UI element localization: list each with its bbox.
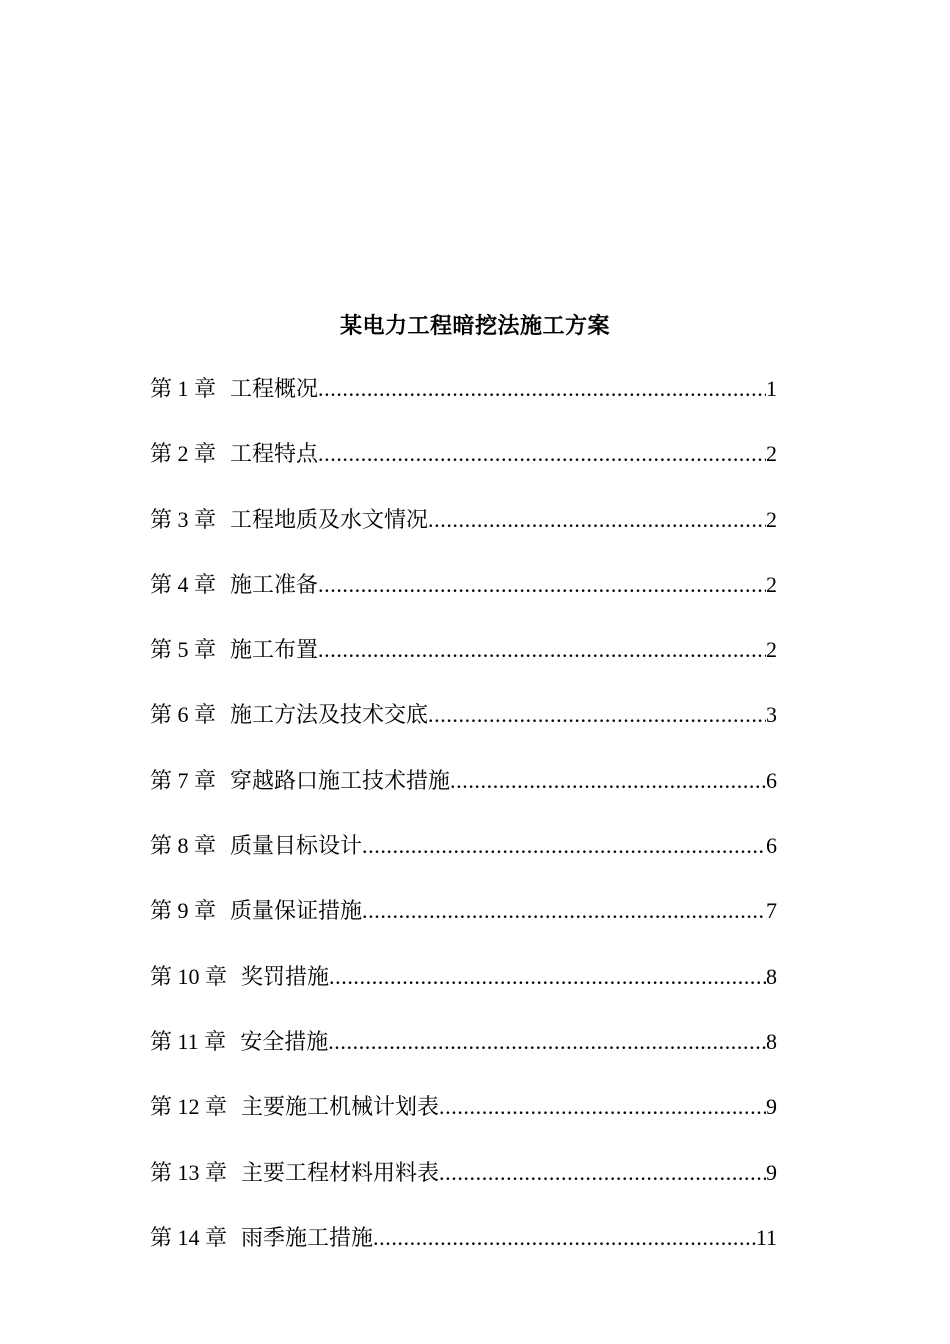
toc-dot-leader: [428, 498, 766, 542]
toc-page-number: 8: [766, 963, 777, 989]
toc-page-number: 2: [766, 637, 777, 663]
toc-page-number: 2: [766, 441, 777, 467]
toc-chapter-number: 第 2 章: [150, 441, 217, 467]
toc-dot-leader: [373, 1216, 756, 1260]
toc-chapter-title: 质量保证措施: [230, 898, 363, 924]
table-of-contents: [150, 367, 777, 1281]
toc-chapter-number: 第 1 章: [150, 376, 217, 401]
toc-entry[interactable]: [150, 628, 777, 693]
toc-page-number: 1: [766, 376, 777, 401]
toc-chapter-title: 穿越路口施工技术措施: [230, 767, 451, 793]
toc-entry[interactable]: [150, 1216, 777, 1281]
toc-dot-leader: [318, 432, 766, 476]
toc-dot-leader: [318, 367, 766, 411]
toc-entry[interactable]: [150, 889, 777, 954]
toc-dot-leader: [428, 693, 766, 737]
toc-entry[interactable]: [150, 498, 777, 563]
toc-entry[interactable]: [150, 1020, 777, 1085]
toc-entry[interactable]: [150, 563, 777, 628]
toc-entry[interactable]: [150, 693, 777, 758]
toc-chapter-number: 第 8 章: [150, 833, 217, 859]
toc-chapter-title: 工程概况: [230, 376, 319, 401]
toc-chapter-title: 主要工程材料用料表: [241, 1159, 440, 1185]
toc-chapter-title: 奖罚措施: [241, 963, 330, 989]
toc-page-number: 2: [766, 571, 777, 597]
toc-chapter-title: 主要施工机械计划表: [241, 1094, 440, 1120]
toc-page-number: 6: [766, 767, 777, 793]
toc-chapter-title: 工程特点: [230, 441, 319, 467]
toc-page-number: 9: [766, 1094, 777, 1120]
toc-chapter-number: 第 9 章: [150, 898, 217, 924]
toc-chapter-number: 第 12 章: [150, 1094, 228, 1120]
toc-chapter-number: 第 10 章: [150, 963, 228, 989]
toc-page-number: 6: [766, 833, 777, 859]
toc-entry[interactable]: [150, 432, 777, 497]
toc-chapter-number: 第 6 章: [150, 702, 217, 728]
toc-page-number: 3: [766, 702, 777, 728]
toc-chapter-number: 第 13 章: [150, 1159, 228, 1185]
toc-chapter-number: 第 4 章: [150, 571, 217, 597]
toc-dot-leader: [362, 824, 766, 868]
toc-page-number: 8: [766, 1028, 777, 1054]
toc-chapter-title: 施工布置: [230, 637, 319, 663]
toc-chapter-number: 第 7 章: [150, 767, 217, 793]
toc-chapter-number: 第 5 章: [150, 637, 217, 663]
toc-dot-leader: [439, 1085, 766, 1129]
toc-entry[interactable]: [150, 824, 777, 889]
toc-chapter-number: 第 3 章: [150, 506, 217, 532]
toc-chapter-title: 工程地质及水文情况: [230, 506, 429, 532]
toc-entry[interactable]: [150, 367, 777, 432]
toc-chapter-title: 质量目标设计: [230, 833, 363, 859]
toc-dot-leader: [439, 1151, 766, 1195]
toc-chapter-title: 雨季施工措施: [241, 1224, 374, 1250]
toc-page-number: 11: [755, 1224, 777, 1250]
toc-dot-leader: [328, 1020, 766, 1064]
toc-dot-leader: [318, 563, 766, 607]
toc-chapter-title: 施工准备: [230, 571, 319, 597]
toc-chapter-title: 施工方法及技术交底: [230, 702, 429, 728]
toc-entry[interactable]: [150, 1085, 777, 1150]
toc-page-number: 2: [766, 506, 777, 532]
toc-dot-leader: [362, 889, 766, 933]
toc-dot-leader: [450, 759, 766, 803]
toc-entry[interactable]: [150, 759, 777, 824]
toc-chapter-number: 第 14 章: [150, 1224, 228, 1250]
toc-chapter-title: 安全措施: [240, 1028, 329, 1054]
toc-entry[interactable]: [150, 1151, 777, 1216]
toc-entry[interactable]: [150, 955, 777, 1020]
toc-dot-leader: [329, 955, 766, 999]
toc-page-number: 9: [766, 1159, 777, 1185]
toc-chapter-number: 第 11 章: [150, 1028, 227, 1054]
toc-page-number: 7: [766, 898, 777, 924]
toc-dot-leader: [318, 628, 766, 672]
document-title: 某电力工程暗挖法施工方案: [339, 313, 610, 338]
